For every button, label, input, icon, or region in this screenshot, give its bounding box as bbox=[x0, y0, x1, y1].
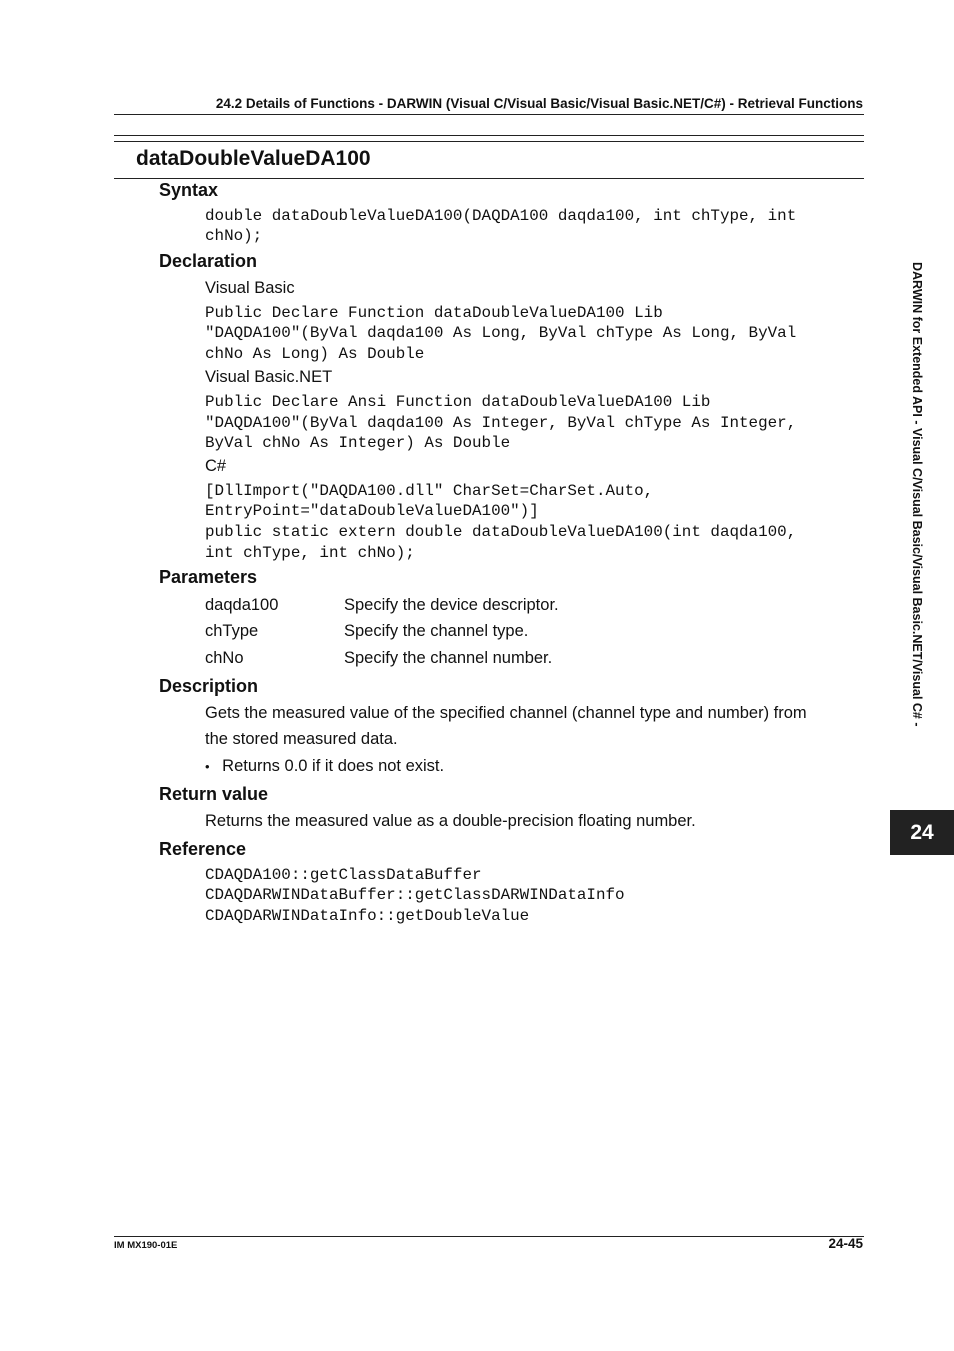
running-header: 24.2 Details of Functions - DARWIN (Visual C/Visual Basic/Visual Basic.NET/C#) - Retrieval Functions bbox=[215, 96, 863, 111]
vbnet-code-line: Public Declare Ansi Function dataDoubleValueDA100 Lib bbox=[205, 393, 711, 411]
syntax-line: chNo); bbox=[205, 227, 263, 245]
return-value-text: Returns the measured value as a double-precision floating number. bbox=[205, 812, 696, 830]
reference-line: CDAQDARWINDataBuffer::getClassDARWINDataInfo bbox=[205, 886, 625, 904]
chapter-number-tab: 24 bbox=[890, 810, 954, 855]
return-value-heading: Return value bbox=[159, 784, 269, 804]
parameter-name: daqda100 bbox=[205, 596, 279, 614]
declaration-heading: Declaration bbox=[159, 251, 258, 271]
parameter-name: chType bbox=[205, 622, 259, 640]
vb-code-line: "DAQDA100"(ByVal daqda100 As Long, ByVal chType As Long, ByVal bbox=[205, 324, 797, 342]
title-rule-top-2 bbox=[114, 141, 864, 142]
parameter-description: Specify the channel type. bbox=[344, 622, 529, 640]
bullet-text: Returns 0.0 if it does not exist. bbox=[222, 757, 445, 775]
title-rule-top-1 bbox=[114, 135, 864, 136]
csharp-label: C# bbox=[205, 457, 227, 475]
function-title: dataDoubleValueDA100 bbox=[136, 147, 371, 170]
reference-line: CDAQDARWINDataInfo::getDoubleValue bbox=[205, 907, 530, 925]
parameter-description: Specify the channel number. bbox=[344, 649, 553, 667]
bullet-icon: • bbox=[205, 759, 210, 774]
syntax-line: double dataDoubleValueDA100(DAQDA100 daqda100, int chType, int bbox=[205, 207, 797, 225]
bullet-item bbox=[205, 757, 444, 776]
syntax-heading: Syntax bbox=[159, 180, 219, 200]
vbnet-label: Visual Basic.NET bbox=[205, 368, 333, 386]
vb-code-line: Public Declare Function dataDoubleValueDA100 Lib bbox=[205, 304, 663, 322]
footer-rule bbox=[114, 1236, 864, 1237]
parameter-name: chNo bbox=[205, 649, 244, 667]
page-number: 24-45 bbox=[828, 1236, 863, 1251]
csharp-code-line: [DllImport("DAQDA100.dll" CharSet=CharSet.Auto, bbox=[205, 482, 654, 500]
csharp-code-line: public static extern double dataDoubleValueDA100(int daqda100, bbox=[205, 523, 797, 541]
csharp-code-line: EntryPoint="dataDoubleValueDA100")] bbox=[205, 502, 539, 520]
manual-id: IM MX190-01E bbox=[114, 1240, 178, 1251]
chapter-side-title: DARWIN for Extended API - Visual C/Visual Basic/Visual Basic.NET/Visual C# - bbox=[910, 262, 924, 727]
csharp-code-line: int chType, int chNo); bbox=[205, 544, 415, 562]
vbnet-code-line: "DAQDA100"(ByVal daqda100 As Integer, ByVal chType As Integer, bbox=[205, 414, 797, 432]
parameters-heading: Parameters bbox=[159, 567, 258, 587]
header-rule bbox=[114, 114, 864, 115]
description-text: the stored measured data. bbox=[205, 730, 398, 748]
reference-line: CDAQDA100::getClassDataBuffer bbox=[205, 866, 482, 884]
vbnet-code-line: ByVal chNo As Integer) As Double bbox=[205, 434, 511, 452]
description-text: Gets the measured value of the specified channel (channel type and number) from bbox=[205, 704, 807, 722]
reference-heading: Reference bbox=[159, 839, 247, 859]
vb-code-line: chNo As Long) As Double bbox=[205, 345, 425, 363]
parameter-description: Specify the device descriptor. bbox=[344, 596, 559, 614]
vb-label: Visual Basic bbox=[205, 279, 295, 297]
title-rule-bottom bbox=[114, 178, 864, 179]
description-heading: Description bbox=[159, 676, 259, 696]
